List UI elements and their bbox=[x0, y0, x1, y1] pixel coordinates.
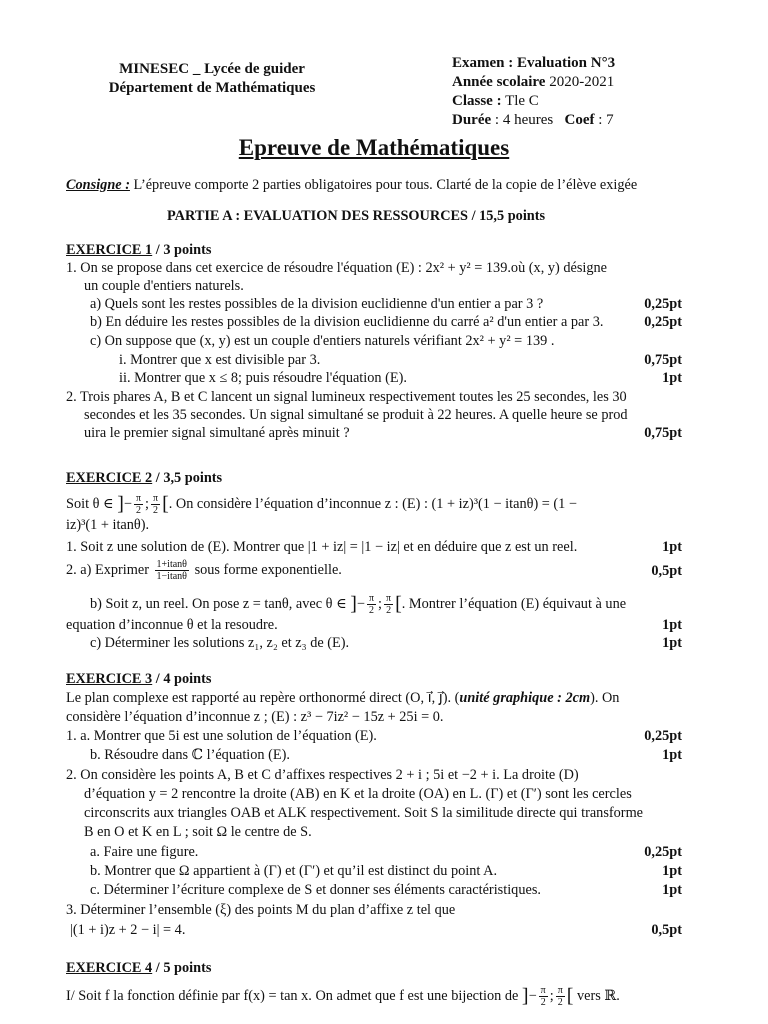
ex3-q1b-points: 1pt bbox=[662, 747, 682, 763]
ex3-q2b-points: 1pt bbox=[662, 863, 682, 879]
ex1-question-b: b) En déduire les restes possibles de la division euclidienne du carré a² d'un entier a par 3. bbox=[90, 314, 604, 330]
exercise-2-title: EXERCICE 2 bbox=[66, 470, 153, 486]
exercise-2-points: / 3,5 points bbox=[155, 470, 223, 486]
class-label: Classe : bbox=[452, 93, 502, 109]
department-name: Département de Mathématiques bbox=[108, 80, 316, 96]
ex3-question-1b: b. Résoudre dans ℂ l’équation (E). bbox=[90, 747, 290, 763]
ex1-q2-points: 0,75pt bbox=[644, 425, 682, 441]
exercise-1-points: / 3 points bbox=[155, 242, 212, 258]
exercise-4-heading bbox=[66, 960, 211, 977]
duration-value: : 4 heures bbox=[494, 112, 554, 128]
ex1-line-2: un couple d'entiers naturels. bbox=[84, 278, 244, 294]
ex3-q2-line-4: B en O et K en L ; soit Ω le centre de S. bbox=[84, 824, 312, 840]
ex2-q2b-points: 1pt bbox=[662, 617, 682, 633]
ex3-q2-line-2: d’équation y = 2 rencontre la droite (AB) en K et la droite (OA) en L. (Γ) et (Γ′) sont les cercles bbox=[84, 786, 632, 802]
exam-label: Examen : Evaluation N°3 bbox=[452, 55, 616, 71]
ex3-question-2c: c. Déterminer l’écriture complexe de S et donner ses éléments caractéristiques. bbox=[90, 882, 541, 898]
ex3-q2-line-1: 2. On considère les points A, B et C d’affixes respectives 2 + i ; 5i et −2 + i. La droite (D) bbox=[66, 767, 579, 783]
partie-a-heading: PARTIE A : EVALUATION DES RESSOURCES / 15,5 points bbox=[167, 208, 546, 224]
ex3-line-1: Le plan complexe est rapporté au repère orthonormé direct (O, i⃗, j⃗). (unité graphique : 2cm). On bbox=[66, 690, 620, 706]
consigne-text: L’épreuve comporte 2 parties obligatoires pour tous. Clarté de la copie de l’élève exigée bbox=[133, 177, 638, 193]
ex3-question-3: 3. Déterminer l’ensemble (ξ) des points M du plan d’affixe z tel que bbox=[66, 902, 456, 918]
consigne-line bbox=[66, 177, 637, 194]
consigne-label: Consigne : bbox=[66, 177, 130, 193]
ex2-q1-points: 1pt bbox=[662, 539, 682, 555]
ex3-q2-line-3: circonscrits aux triangles OAB et ALK respectivement. Soit S la similitude directe qui transforme bbox=[84, 805, 644, 821]
ex1-question-cii: ii. Montrer que x ≤ 8; puis résoudre l'équation (E). bbox=[119, 370, 407, 386]
ex3-question-3-eq: |(1 + i)z + 2 − i| = 4. bbox=[70, 922, 186, 938]
ex3-line-2: considère l’équation d’inconnue z ; (E) : z³ − 7iz² − 15z + 25i = 0. bbox=[66, 709, 444, 725]
ex1-a-points: 0,25pt bbox=[644, 296, 682, 312]
ex4-line-1: I/ Soit f la fonction définie par f(x) = tan x. On admet que f est une bijection de ]− $\frac{\pi}{2}$ ; $\frac{\pi}{2}$ [ vers ℝ. bbox=[66, 984, 620, 1008]
ex2-question-1: 1. Soit z une solution de (E). Montrer que |1 + iz| = |1 − iz| et en déduire que z est un reel. bbox=[66, 539, 578, 555]
exercise-4-title: EXERCICE 4 bbox=[66, 960, 153, 976]
ex1-question-ci: i. Montrer que x est divisible par 3. bbox=[119, 352, 321, 368]
ex3-q2a-points: 0,25pt bbox=[644, 844, 682, 860]
ex1-q2-line-2: secondes et les 35 secondes. Un signal simultané se produit à 22 heures. A quelle heure se prod bbox=[84, 407, 628, 423]
ex3-q3-points: 0,5pt bbox=[651, 922, 682, 938]
ex3-q2c-points: 1pt bbox=[662, 882, 682, 898]
ex2-question-2a: 2. a) Exprimer $\frac{1+itan\theta}{1-itan\theta}$ sous forme exponentielle. bbox=[66, 559, 342, 582]
ex3-question-1a: 1. a. Montrer que 5i est une solution de l’équation (E). bbox=[66, 728, 377, 744]
ex3-question-2b: b. Montrer que Ω appartient à (Γ) et (Γ′) et qu’il est distinct du point A. bbox=[90, 863, 498, 879]
year-label: Année scolaire bbox=[452, 74, 546, 90]
school-header bbox=[62, 60, 362, 98]
exam-info bbox=[452, 54, 615, 130]
ex1-ci-points: 0,75pt bbox=[644, 352, 682, 368]
ex1-b-points: 0,25pt bbox=[644, 314, 682, 330]
ex2-line-1: Soit θ ∈ ]− $\frac{\pi}{2}$ ; $\frac{\pi}{2}$ [. On considère l’équation d’inconnue z : (E) : (1 + iz)³(1 − itanθ) = (1 − bbox=[66, 492, 577, 516]
year-value: 2020-2021 bbox=[549, 74, 615, 90]
ex2-question-2b: b) Soit z, un reel. On pose z = tanθ, avec θ ∈ ]− $\frac{\pi}{2}$ ; $\frac{\pi}{2}$ [. Montrer l’équation (E) équivaut à une bbox=[90, 592, 627, 616]
class-value: Tle C bbox=[505, 93, 539, 109]
ex1-q2-line-1: 2. Trois phares A, B et C lancent un signal lumineux respectivement toutes les 25 secondes, les 30 bbox=[66, 389, 627, 405]
exercise-1-heading bbox=[66, 242, 211, 259]
ex2-q2a-points: 0,5pt bbox=[651, 563, 682, 579]
school-name: MINESEC _ Lycée de guider bbox=[119, 61, 305, 77]
exercise-3-title: EXERCICE 3 bbox=[66, 671, 153, 687]
ex2-line-2: iz)³(1 + itanθ). bbox=[66, 517, 150, 533]
ex1-q2-line-3: uira le premier signal simultané après minuit ? bbox=[84, 425, 350, 441]
ex2-question-2b-cont: equation d’inconnue θ et la resoudre. bbox=[66, 617, 278, 633]
ex2-q2c-points: 1pt bbox=[662, 635, 682, 651]
ex1-question-a: a) Quels sont les restes possibles de la division euclidienne d'un entier a par 3 ? bbox=[90, 296, 544, 312]
exercise-3-heading bbox=[66, 671, 211, 688]
duration-label: Durée bbox=[452, 112, 492, 128]
ex3-q1a-points: 0,25pt bbox=[644, 728, 682, 744]
exercise-3-points: / 4 points bbox=[155, 671, 212, 687]
coef-label: Coef bbox=[564, 112, 595, 128]
ex1-question-c: c) On suppose que (x, y) est un couple d'entiers naturels vérifiant 2x² + y² = 139 . bbox=[90, 333, 555, 349]
exercise-4-points: / 5 points bbox=[155, 960, 212, 976]
ex1-cii-points: 1pt bbox=[662, 370, 682, 386]
ex1-line-1: 1. On se propose dans cet exercice de résoudre l'équation (E) : 2x² + y² = 139.où (x, y) désigne bbox=[66, 260, 608, 276]
ex2-question-2c: c) Déterminer les solutions z₁, z₂ et z₃ de (E). bbox=[90, 635, 350, 651]
exercise-2-heading bbox=[66, 470, 222, 487]
coef-value: : 7 bbox=[598, 112, 614, 128]
page-title: Epreuve de Mathématiques bbox=[238, 135, 510, 160]
ex3-question-2a: a. Faire une figure. bbox=[90, 844, 199, 860]
exercise-1-title: EXERCICE 1 bbox=[66, 242, 153, 258]
